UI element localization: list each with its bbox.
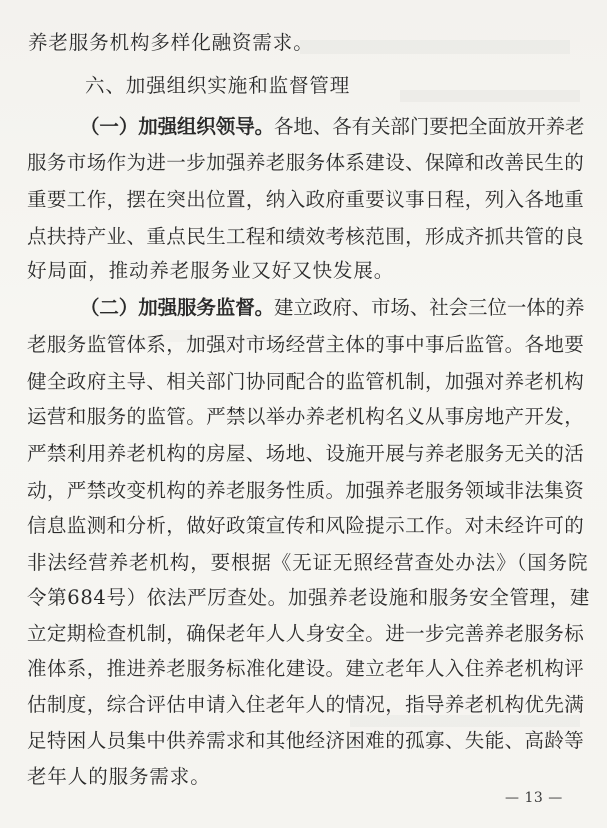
body-line: 点扶持产业、重点民生工程和绩效考核范围，形成齐抓共管的良 (27, 225, 585, 248)
body-line: 令第684号）依法严厉查处。加强养老设施和服务安全管理，建 (27, 586, 591, 609)
body-line: 老服务监管体系，加强对市场经营主体的事中事后监管。各地要 (27, 333, 585, 356)
body-line: 动，严禁改变机构的养老服务性质。加强养老服务领域非法集资 (27, 479, 585, 502)
body-line: 服务市场作为进一步加强养老服务体系建设、保障和改善民生的 (27, 151, 585, 174)
body-text: 各地、各有关部门要把全面放开养老 (274, 115, 585, 138)
subsection-heading: （一）加强组织领导。 (80, 115, 275, 138)
body-line: 重要工作，摆在突出位置，纳入政府重要议事日程，列入各地重 (27, 188, 585, 211)
body-line: 养老服务机构多样化融资需求。 (28, 31, 314, 54)
body-line: 严禁利用养老机构的房屋、场地、设施开展与养老服务无关的活 (27, 442, 585, 465)
section-heading: 六、加强组织实施和监督管理 (85, 74, 351, 97)
body-line: 好局面，推动养老服务业又好又快发展。 (27, 259, 395, 282)
page-number: — 13 — (505, 790, 563, 806)
subsection-heading: （二）加强服务监督。 (80, 296, 275, 319)
paragraph-first-line (80, 294, 584, 322)
bleed-through-artifact (300, 40, 570, 54)
body-line: 足特困人员集中供养需求和其他经济困难的孤寡、失能、高龄等 (27, 729, 585, 752)
bleed-through-artifact (400, 90, 580, 102)
paragraph-first-line (80, 113, 584, 141)
body-line: 健全政府主导、相关部门协同配合的监管机制，加强对养老机构 (27, 370, 585, 393)
body-line: 信息监测和分析，做好政策宣传和风险提示工作。对未经许可的 (27, 514, 585, 537)
body-line: 非法经营养老机构，要根据《无证无照经营查处办法》（国务院 (27, 551, 589, 574)
body-line: 立定期检查机制，确保老年人人身安全。进一步完善养老服务标 (27, 622, 585, 645)
body-line: 准体系，推进养老服务标准化建设。建立老年人入住养老机构评 (27, 657, 585, 680)
body-line: 估制度，综合评估申请入住老年人的情况，指导养老机构优先满 (27, 693, 585, 716)
body-line: 运营和服务的监管。严禁以举办养老机构名义从事房地产开发， (27, 405, 585, 428)
body-line: 老年人的服务需求。 (27, 765, 211, 788)
body-text: 建立政府、市场、社会三位一体的养 (274, 296, 585, 319)
